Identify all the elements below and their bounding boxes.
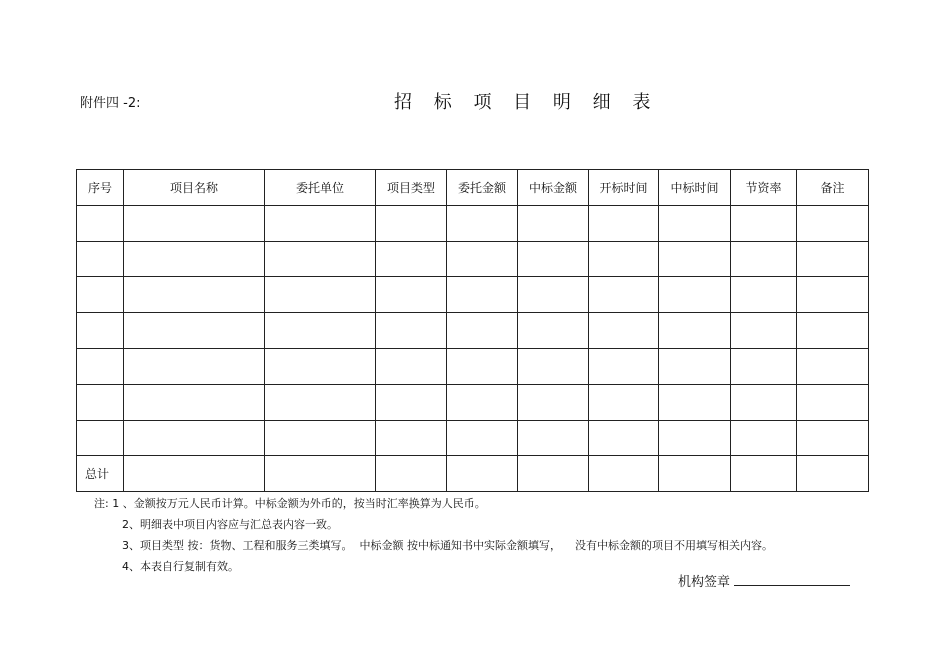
table-cell[interactable]: [265, 205, 376, 241]
table-cell[interactable]: [124, 313, 265, 349]
table-cell[interactable]: [77, 313, 124, 349]
table-cell[interactable]: [659, 277, 731, 313]
table-cell[interactable]: [797, 205, 869, 241]
table-cell[interactable]: [659, 384, 731, 420]
column-header: 备注: [797, 170, 869, 206]
table-cell[interactable]: [77, 384, 124, 420]
table-cell[interactable]: [124, 241, 265, 277]
table-row: [77, 241, 869, 277]
table-cell[interactable]: [376, 384, 447, 420]
table-cell[interactable]: [659, 205, 731, 241]
table-cell[interactable]: [447, 313, 518, 349]
table-cell[interactable]: [797, 277, 869, 313]
attachment-label: 附件四 -2:: [80, 96, 141, 111]
table-cell[interactable]: [797, 384, 869, 420]
table-cell[interactable]: [731, 384, 797, 420]
table-cell[interactable]: [518, 384, 589, 420]
table-cell[interactable]: [124, 348, 265, 384]
table-cell[interactable]: [447, 241, 518, 277]
table-cell[interactable]: [376, 313, 447, 349]
table-cell[interactable]: [589, 313, 659, 349]
table-cell[interactable]: [518, 277, 589, 313]
table-cell[interactable]: [589, 384, 659, 420]
table-cell[interactable]: [731, 277, 797, 313]
table-cell[interactable]: [589, 456, 659, 492]
signature-line[interactable]: [734, 573, 850, 586]
table-cell[interactable]: [589, 241, 659, 277]
table-cell[interactable]: [731, 456, 797, 492]
total-label: 总计: [77, 456, 124, 492]
table-cell[interactable]: [797, 348, 869, 384]
table-cell[interactable]: [376, 277, 447, 313]
table-cell[interactable]: [797, 456, 869, 492]
table-row: [77, 313, 869, 349]
table-cell[interactable]: [265, 348, 376, 384]
column-header: 节资率: [731, 170, 797, 206]
table-cell[interactable]: [376, 420, 447, 456]
table-cell[interactable]: [518, 456, 589, 492]
table-cell[interactable]: [77, 241, 124, 277]
signature-block: [678, 571, 850, 590]
table-cell[interactable]: [376, 241, 447, 277]
table-cell[interactable]: [659, 241, 731, 277]
table-cell[interactable]: [77, 205, 124, 241]
signature-label: 机构签章: [678, 575, 731, 590]
table-cell[interactable]: [731, 420, 797, 456]
table-cell[interactable]: [518, 205, 589, 241]
table-cell[interactable]: [797, 241, 869, 277]
column-header: 中标金额: [518, 170, 589, 206]
table-body: [77, 205, 869, 491]
table-cell[interactable]: [376, 205, 447, 241]
note-line: 注: 1 、金额按万元人民币计算。中标金额为外币的，按当时汇率换算为人民币。: [94, 497, 486, 510]
table-cell[interactable]: [77, 420, 124, 456]
table-row: [77, 277, 869, 313]
table-row: [77, 348, 869, 384]
detail-table: [76, 169, 869, 492]
table-cell[interactable]: [376, 348, 447, 384]
note-line: 4、本表自行复制有效。: [122, 560, 239, 573]
column-header: 序号: [77, 170, 124, 206]
table-cell[interactable]: [797, 420, 869, 456]
table-cell[interactable]: [265, 384, 376, 420]
table-cell[interactable]: [518, 241, 589, 277]
table-row: [77, 420, 869, 456]
table-cell[interactable]: [265, 241, 376, 277]
column-header: 开标时间: [589, 170, 659, 206]
table-cell[interactable]: [659, 313, 731, 349]
table-cell[interactable]: [265, 420, 376, 456]
total-row: [77, 456, 869, 492]
table-cell[interactable]: [659, 456, 731, 492]
table-cell[interactable]: [731, 348, 797, 384]
table-cell[interactable]: [77, 348, 124, 384]
column-header: 委托金额: [447, 170, 518, 206]
table-cell[interactable]: [124, 205, 265, 241]
table-cell[interactable]: [77, 277, 124, 313]
table-cell[interactable]: [376, 456, 447, 492]
table-cell[interactable]: [447, 456, 518, 492]
table-cell[interactable]: [447, 277, 518, 313]
column-header: 项目名称: [124, 170, 265, 206]
table-row: [77, 384, 869, 420]
table-cell[interactable]: [124, 384, 265, 420]
table-cell[interactable]: [124, 277, 265, 313]
table-cell[interactable]: [447, 348, 518, 384]
table-cell[interactable]: [589, 277, 659, 313]
notes-section: [94, 493, 773, 577]
table-cell[interactable]: [797, 313, 869, 349]
table-cell[interactable]: [731, 205, 797, 241]
table-cell[interactable]: [589, 420, 659, 456]
table-cell[interactable]: [731, 241, 797, 277]
table-cell[interactable]: [518, 313, 589, 349]
table-cell[interactable]: [518, 420, 589, 456]
table-cell[interactable]: [731, 313, 797, 349]
column-header: 中标时间: [659, 170, 731, 206]
table-header-row: [77, 170, 869, 206]
table-cell[interactable]: [659, 420, 731, 456]
column-header: 委托单位: [265, 170, 376, 206]
table-cell[interactable]: [265, 277, 376, 313]
table-row: [77, 205, 869, 241]
page-title: 招 标 项 目 明 细 表: [394, 92, 659, 113]
table-cell[interactable]: [447, 205, 518, 241]
table-cell[interactable]: [518, 348, 589, 384]
table-cell[interactable]: [447, 420, 518, 456]
table-cell[interactable]: [265, 313, 376, 349]
column-header: 项目类型: [376, 170, 447, 206]
note-line: 2、明细表中项目内容应与汇总表内容一致。: [122, 518, 338, 531]
table-cell[interactable]: [589, 348, 659, 384]
table-cell[interactable]: [124, 420, 265, 456]
table-cell[interactable]: [124, 456, 265, 492]
table-cell[interactable]: [447, 384, 518, 420]
table-cell[interactable]: [589, 205, 659, 241]
table-cell[interactable]: [659, 348, 731, 384]
table-cell[interactable]: [265, 456, 376, 492]
note-line: 3、项目类型 按：货物、工程和服务三类填写。 中标金额 按中标通知书中实际金额填写， 没有中标金额的项目不用填写相关内容。: [122, 539, 773, 552]
